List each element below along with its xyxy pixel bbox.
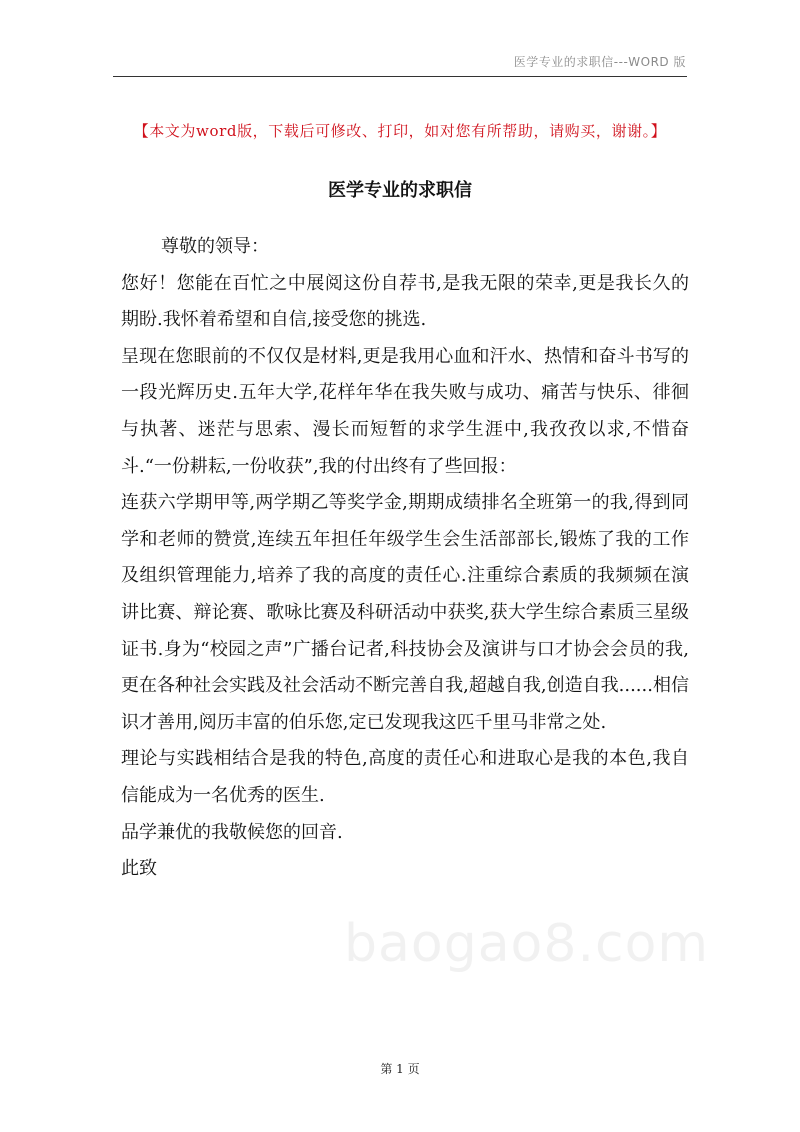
document-title: 医学专业的求职信 <box>328 180 472 201</box>
salutation: 尊敬的领导： <box>161 236 269 257</box>
purchase-notice: 【本文为word版，下载后可修改、打印，如对您有所帮助，请购买，谢谢。】 <box>133 122 667 140</box>
paragraph-greeting: 您好！您能在百忙之中展阅这份自荐书,是我无限的荣幸,更是我长久的期盼.我怀着希望和自信,接受您的挑选. <box>121 272 689 331</box>
paragraph-achievements: 连获六学期甲等,两学期乙等奖学金,期期成绩排名全班第一的我,得到同学和老师的赞赏,连续五年担任年级学生会生活部部长,锻炼了我的工作及组织管理能力,培养了我的高度的责任心.注重综合素质的我频频在演讲比赛、辩论赛、歌咏比赛及科研活动中获奖,获大学生综合素质三星级证书.身为“校园之声”广播台记者,科技协会及演讲与口才协会会员的我,更在各种社会实践及社会活动不断完善自我,超越自我,创造自我......相信识才善用,阅历丰富的伯乐您,定已发现我这匹千里马非常之处. <box>121 492 689 733</box>
page-number: 第 1 页 <box>380 1062 420 1076</box>
running-header: 医学专业的求职信---WORD 版 <box>513 55 686 69</box>
header-divider <box>113 76 687 77</box>
paragraph-awaiting: 品学兼优的我敬候您的回音. <box>121 821 343 843</box>
letter-body <box>121 229 689 888</box>
watermark: baogao8.com <box>344 914 710 974</box>
paragraph-strengths: 理论与实践相结合是我的特色,高度的责任心和进取心是我的本色,我自信能成为一名优秀的医生. <box>121 748 689 806</box>
paragraph-history: 呈现在您眼前的不仅仅是材料,更是我用心血和汗水、热情和奋斗书写的一段光辉历史.五年大学,花样年华在我失败与成功、痛苦与快乐、徘徊与执著、迷茫与思索、漫长而短暂的求学生涯中,我孜孜以求,不惜奋斗.“一份耕耘,一份收获”,我的付出终有了些回报： <box>121 345 689 477</box>
paragraph-closing: 此致 <box>121 858 157 880</box>
